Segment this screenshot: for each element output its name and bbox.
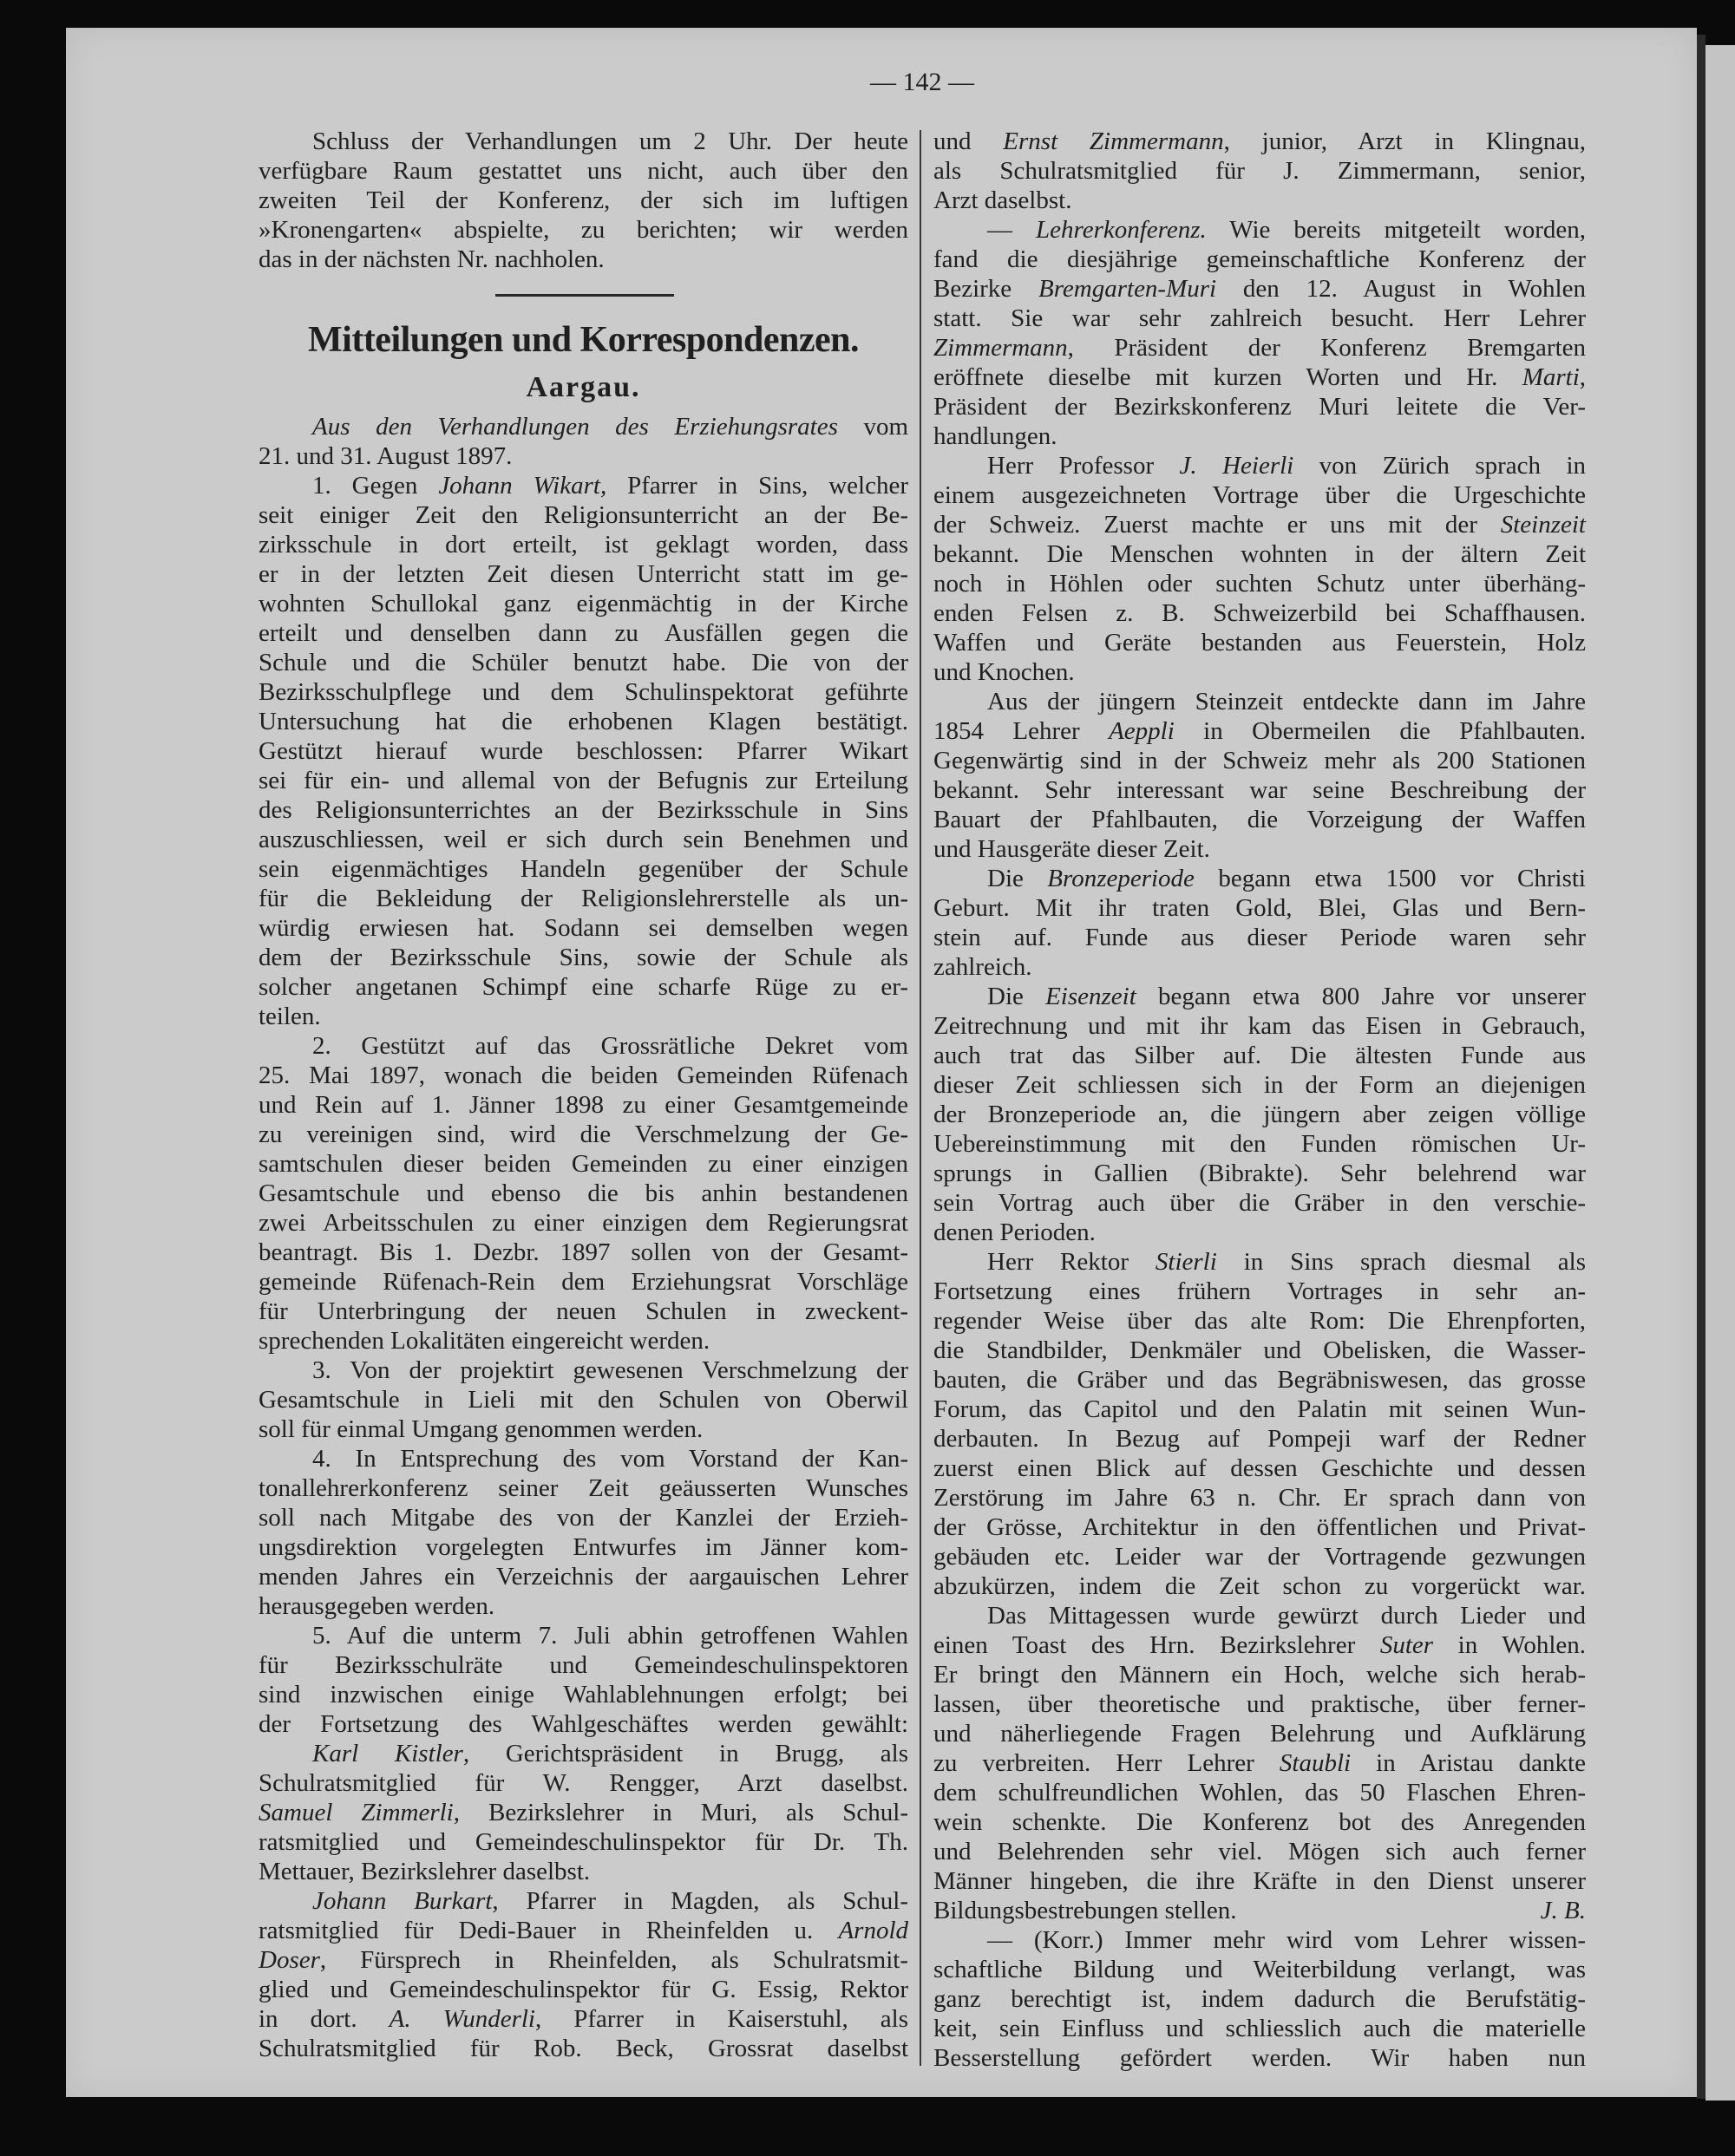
text-line: [933, 746, 1586, 775]
text-line: [933, 539, 1586, 569]
text-line: [933, 215, 1586, 245]
text-segment: bauten, die Gräber und das Begräbniswesen, das grosse: [933, 1366, 1586, 1394]
text-line: [933, 1395, 1586, 1424]
text-segment: sprungs in Gallien (Bibrakte). Sehr belehrend war: [933, 1160, 1586, 1187]
text-segment: Die: [987, 865, 1048, 892]
text-line: [259, 1356, 908, 1385]
text-line: [259, 2004, 908, 2034]
text-segment: das in der nächsten Nr. nachholen.: [259, 245, 605, 273]
text-line: [933, 1218, 1586, 1247]
text-line: [259, 1739, 908, 1768]
text-line: [933, 1896, 1586, 1925]
text-segment: Gesamtschule in Lieli mit den Schulen von Oberwil: [259, 1386, 908, 1414]
italic-name: Lehrerkonferenz.: [1035, 216, 1207, 244]
text-segment: , Präsident der Konferenz Bremgarten: [1067, 334, 1586, 362]
text-segment: regender Weise über das alte Rom: Die Ehrenpforten,: [933, 1307, 1586, 1335]
text-line: [259, 471, 908, 500]
text-segment: Schulratsmitglied für W. Rengger, Arzt daselbst.: [259, 1769, 908, 1797]
italic-name: J. Heierli: [1179, 452, 1294, 480]
text-line: [933, 1424, 1586, 1454]
text-segment: als Schulratsmitglied für J. Zimmermann, senior,: [933, 157, 1586, 185]
text-line: [259, 1975, 908, 2004]
text-line: [933, 687, 1586, 716]
text-line: [259, 2034, 908, 2063]
text-segment: Bezirke: [933, 275, 1038, 303]
text-line: [259, 412, 908, 441]
text-segment: handlungen.: [933, 422, 1057, 450]
text-segment: von Zürich sprach in: [1293, 452, 1587, 480]
italic-name: Suter: [1379, 1631, 1434, 1659]
text-line: [259, 1886, 908, 1916]
text-segment: 3. Von der projektirt gewesenen Verschmelzung der: [312, 1356, 908, 1384]
text-segment: , Bezirkslehrer in Muri, als Schul-: [453, 1799, 908, 1826]
text-line: [259, 1857, 908, 1886]
text-segment: zahlreich.: [933, 953, 1032, 981]
text-line: [259, 156, 908, 186]
text-segment: statt. Sie war sehr zahlreich besucht. Herr Lehrer: [933, 304, 1586, 332]
canton-heading: Aargau.: [526, 371, 641, 403]
right-column-body: [933, 127, 1586, 2073]
text-line: [259, 884, 908, 913]
text-segment: dem der Bezirksschule Sins, sowie der Schule als: [259, 944, 908, 971]
text-line: [933, 1188, 1586, 1218]
text-line: [259, 677, 908, 707]
italic-name: Samuel Zimmerli: [259, 1799, 454, 1826]
text-segment: eröffnete dieselbe mit kurzen Worten und Hr.: [933, 363, 1522, 391]
text-segment: einem ausgezeichneten Vortrage über die Urgeschichte: [933, 481, 1586, 509]
text-segment: herausgegeben werden.: [259, 1592, 495, 1620]
italic-name: Zimmermann: [933, 334, 1068, 362]
text-segment: zweiten Teil der Konferenz, der sich im luftigen: [259, 186, 908, 214]
text-line: [933, 923, 1586, 952]
text-segment: Bauart der Pfahlbauten, die Vorzeigung der Waffen: [933, 806, 1586, 833]
text-line: [933, 1984, 1586, 2014]
text-segment: der Schweiz. Zuerst machte er uns mit der: [933, 511, 1501, 539]
text-line: [259, 1326, 908, 1356]
text-segment: zu verbreiten. Herr Lehrer: [933, 1749, 1280, 1777]
text-segment: des Religionsunterrichtes an der Bezirksschule in Sins: [259, 796, 908, 824]
column-divider: [920, 130, 921, 2066]
text-line: [259, 530, 908, 559]
text-line: [259, 215, 908, 245]
text-segment: solcher angetanen Schimpf eine scharfe Rüge zu er-: [259, 973, 908, 1001]
text-line: [933, 805, 1586, 834]
text-line: [259, 1002, 908, 1031]
text-line: [933, 304, 1586, 333]
italic-name: Aus den Verhandlungen des Erziehungsrates: [312, 413, 838, 441]
text-line: [259, 559, 908, 589]
text-line: [259, 1179, 908, 1208]
text-line: [933, 2014, 1586, 2043]
text-line: [259, 1680, 908, 1709]
text-line: [933, 1011, 1586, 1041]
text-line: [933, 716, 1586, 746]
text-segment: einen Toast des Hrn. Bezirkslehrer: [933, 1631, 1380, 1659]
text-segment: gebäuden etc. Leider war der Vortragende gezwungen: [933, 1543, 1586, 1571]
text-line: [933, 480, 1586, 510]
text-segment: bekannt. Die Menschen wohnten in der ältern Zeit: [933, 540, 1586, 568]
text-line: [259, 825, 908, 854]
text-segment: er in der letzten Zeit diesen Unterricht statt im ge-: [259, 560, 908, 588]
text-line: [259, 707, 908, 736]
text-segment: ratsmitglied und Gemeindeschulinspektor für Dr. Th.: [259, 1828, 908, 1856]
text-segment: Mettauer, Bezirkslehrer daselbst.: [259, 1858, 591, 1885]
text-segment: für Unterbringung der neuen Schulen in zweckent-: [259, 1297, 908, 1325]
text-line: [933, 1277, 1586, 1306]
text-line: [933, 1365, 1586, 1395]
text-segment: der Grösse, Architektur in den öffentlichen und Privat-: [933, 1513, 1586, 1541]
text-line: [933, 893, 1586, 923]
page-gutter: [1697, 35, 1706, 2099]
text-segment: auszuschliessen, weil er sich durch sein Benehmen und: [259, 826, 908, 853]
text-segment: bekannt. Sehr interessant war seine Beschreibung der: [933, 776, 1586, 804]
italic-name: Marti: [1522, 363, 1580, 391]
text-line: [933, 1807, 1586, 1837]
text-segment: tonallehrerkonferenz seiner Zeit geäusserten Wunsches: [259, 1474, 908, 1502]
left-column-intro: [259, 127, 908, 274]
text-segment: in Obermeilen die Pfahlbauten.: [1174, 717, 1587, 745]
text-segment: der Fortsetzung des Wahlgeschäftes werden gewählt:: [259, 1710, 908, 1738]
text-segment: teilen.: [259, 1003, 321, 1030]
text-line: [933, 1041, 1586, 1070]
italic-name: Karl Kistler: [312, 1740, 463, 1767]
text-segment: dieser Zeit schliessen sich in der Form an diejenigen: [933, 1071, 1586, 1099]
text-line: [259, 1208, 908, 1238]
text-segment: würdig erwiesen hat. Sodann sei demselben wegen: [259, 914, 908, 942]
text-segment: Präsident der Bezirkskonferenz Muri leitete die Ver-: [933, 393, 1586, 421]
section-rule: [495, 294, 674, 297]
text-line: [933, 1483, 1586, 1512]
text-line: [933, 245, 1586, 274]
text-segment: 4. In Entsprechung des vom Vorstand der Kan-: [312, 1445, 908, 1473]
text-line: [933, 1454, 1586, 1483]
italic-name: Johann Wikart,: [438, 472, 607, 500]
italic-name: Arnold: [838, 1917, 908, 1944]
text-segment: Schluss der Verhandlungen um 2 Uhr. Der heute: [312, 127, 908, 155]
text-segment: vom: [837, 413, 909, 441]
text-line: [259, 1591, 908, 1621]
text-line: [259, 736, 908, 766]
text-line: [933, 1336, 1586, 1365]
text-line: [259, 854, 908, 884]
text-segment: gemeinde Rüfenach-Rein dem Erziehungsrat Vorschläge: [259, 1268, 908, 1296]
text-segment: und Rein auf 1. Jänner 1898 zu einer Gesamtgemeinde: [259, 1091, 908, 1119]
text-segment: sind inzwischen einige Wahlablehnungen erfolgt; bei: [259, 1681, 908, 1708]
italic-name: Bronzeperiode: [1047, 865, 1195, 892]
text-segment: Bezirksschulpflege und dem Schulinspektorat geführte: [259, 678, 908, 706]
text-line: [933, 363, 1586, 392]
text-line: [259, 1503, 908, 1532]
text-segment: und näherliegende Fragen Belehrung und Aufklärung: [933, 1720, 1586, 1748]
text-segment: , Pfarrer in Magden, als Schul-: [492, 1887, 908, 1915]
text-segment: denen Perioden.: [933, 1218, 1096, 1246]
text-segment: beantragt. Bis 1. Dezbr. 1897 sollen von der Gesamt-: [259, 1238, 908, 1266]
text-segment: sei für ein- und allemal von der Befugnis zur Erteilung: [259, 767, 908, 794]
text-line: [933, 982, 1586, 1011]
text-segment: in Aristau dankte: [1351, 1749, 1586, 1777]
text-segment: Männer hingeben, die ihre Kräfte in den Dienst unserer: [933, 1867, 1586, 1895]
text-line: [259, 1414, 908, 1444]
text-line: [259, 1768, 908, 1798]
text-segment: lassen, über theoretische und praktische, über ferner-: [933, 1690, 1586, 1718]
text-segment: , Pfarrer in Kaiserstuhl, als: [534, 2005, 909, 2033]
adjacent-page-edge: [1706, 45, 1735, 2100]
text-segment: ratsmitglied für Dedi-Bauer in Rheinfelden u.: [259, 1917, 839, 1944]
text-segment: enden Felsen z. B. Schweizerbild bei Schaffhausen.: [933, 599, 1586, 627]
italic-name: Stierli: [1155, 1248, 1217, 1276]
text-segment: zwei Arbeitsschulen zu einer einzigen dem Regierungsrat: [259, 1209, 908, 1237]
text-segment: wohnten Schullokal ganz eigenmächtig in der Kirche: [259, 590, 908, 617]
text-line: [933, 127, 1586, 156]
text-segment: »Kronengarten« abspielte, zu berichten; wir werden: [259, 216, 908, 244]
text-segment: und: [933, 127, 1004, 155]
text-segment: auch trat das Silber auf. Die ältesten Funde aus: [933, 1042, 1586, 1069]
text-segment: und Belehrenden sehr viel. Mögen sich auch ferner: [933, 1838, 1586, 1865]
section-heading: Mitteilungen und Korrespondenzen.: [308, 320, 859, 360]
text-line: [933, 1748, 1586, 1778]
italic-name: Aeppli: [1109, 717, 1175, 745]
text-segment: keit, sein Einfluss und schliesslich auch die materielle: [933, 2015, 1586, 2042]
text-line: [933, 333, 1586, 363]
text-segment: — (Korr.) Immer mehr wird vom Lehrer wissen-: [987, 1926, 1586, 1954]
text-segment: soll für einmal Umgang genommen werden.: [259, 1415, 704, 1443]
text-line: [259, 1532, 908, 1562]
text-line: [259, 1444, 908, 1473]
text-line: [933, 392, 1586, 421]
text-line: [933, 1837, 1586, 1866]
text-segment: 2. Gestützt auf das Grossrätliche Dekret vom: [312, 1032, 908, 1060]
text-line: [259, 1267, 908, 1297]
text-line: [933, 1660, 1586, 1689]
text-line: [259, 589, 908, 618]
text-line: [259, 1945, 908, 1975]
text-line: [933, 952, 1586, 982]
italic-name: Staubli: [1279, 1749, 1352, 1777]
text-line: [259, 1238, 908, 1267]
text-segment: Schule und die Schüler benutzt habe. Die von der: [259, 649, 908, 676]
text-segment: Er bringt den Männern ein Hoch, welche sich herab-: [933, 1661, 1586, 1689]
text-segment: Uebereinstimmung mit den Funden römischen Ur-: [933, 1130, 1586, 1158]
text-segment: dem schulfreundlichen Wohlen, das 50 Flaschen Ehren-: [933, 1779, 1586, 1806]
text-segment: derbauten. In Bezug auf Pompeji warf der Redner: [933, 1425, 1586, 1453]
text-segment: ganz berechtigt ist, indem dadurch die Berufstätig-: [933, 1985, 1586, 2013]
text-line: [259, 1916, 908, 1945]
text-segment: Aus der jüngern Steinzeit entdeckte dann im Jahre: [987, 688, 1586, 715]
text-line: [259, 913, 908, 943]
text-segment: für die Bekleidung der Religionslehrerstelle als un-: [259, 885, 908, 912]
text-line: [259, 1621, 908, 1650]
page-number: — 142 —: [870, 68, 974, 96]
text-segment: Die: [987, 983, 1046, 1010]
text-segment: sein eigenmächtiges Handeln gegenüber der Schule: [259, 855, 908, 883]
text-line: [933, 1778, 1586, 1807]
italic-name: Johann Burkart: [312, 1887, 493, 1915]
text-segment: Das Mittagessen wurde gewürzt durch Lieder und: [987, 1602, 1586, 1630]
text-segment: 21. und 31. August 1897.: [259, 442, 513, 470]
text-line: [933, 864, 1586, 893]
text-segment: Waffen und Geräte bestanden aus Feuerstein, Holz: [933, 629, 1586, 657]
text-segment: Schulratsmitglied für Rob. Beck, Grossrat daselbst: [259, 2035, 908, 2062]
text-line: [933, 1571, 1586, 1601]
text-line: [933, 657, 1586, 687]
text-line: [933, 274, 1586, 304]
text-segment: noch in Höhlen oder suchten Schutz unter überhäng-: [933, 570, 1586, 598]
text-line: [933, 598, 1586, 628]
text-line: [933, 1070, 1586, 1100]
text-line: [259, 1473, 908, 1503]
text-segment: seit einiger Zeit den Religionsunterricht an der Be-: [259, 501, 908, 529]
italic-name: Steinzeit: [1500, 511, 1586, 539]
text-segment: sprechenden Lokalitäten eingereicht werden.: [259, 1327, 710, 1355]
text-segment: in dort.: [259, 2005, 390, 2033]
text-line: [259, 1061, 908, 1090]
text-segment: stein auf. Funde aus dieser Periode waren sehr: [933, 924, 1586, 951]
italic-name: Ernst Zimmermann: [1003, 127, 1224, 155]
text-line: [259, 1120, 908, 1149]
text-line: [933, 569, 1586, 598]
text-segment: Fortsetzung eines frühern Vortrages in sehr an-: [933, 1277, 1586, 1305]
text-line: [259, 943, 908, 972]
text-segment: Geburt. Mit ihr traten Gold, Blei, Glas und Bern-: [933, 894, 1586, 922]
text-segment: ungsdirektion vorgelegten Entwurfes im Jänner kom-: [259, 1533, 908, 1561]
text-line: [933, 1129, 1586, 1159]
text-line: [933, 1159, 1586, 1188]
text-segment: in Sins sprach diesmal als: [1216, 1248, 1586, 1276]
text-line: [259, 500, 908, 530]
text-segment: den 12. August in Wohlen: [1216, 275, 1586, 303]
italic-name: Eisenzeit: [1045, 983, 1136, 1010]
text-line: [933, 1100, 1586, 1129]
text-segment: ,: [1579, 363, 1586, 391]
text-segment: Gesamtschule und ebenso die bis anhin bestandenen: [259, 1179, 908, 1207]
text-line: [933, 1306, 1586, 1336]
text-segment: Gegenwärtig sind in der Schweiz mehr als 200 Stationen: [933, 747, 1586, 774]
text-line: [259, 1709, 908, 1739]
text-line: [259, 1149, 908, 1179]
text-segment: sein Vortrag auch über die Gräber in den verschie-: [933, 1189, 1586, 1217]
text-segment: Untersuchung hat die erhobenen Klagen bestätigt.: [259, 708, 908, 735]
italic-name: Bremgarten-Muri: [1038, 275, 1217, 303]
text-segment: begann etwa 1500 vor Christi: [1194, 865, 1586, 892]
text-segment: die Standbilder, Denkmäler und Obelisken, die Wasser-: [933, 1336, 1586, 1364]
text-line: [933, 1247, 1586, 1277]
text-line: [933, 421, 1586, 451]
text-line: [933, 451, 1586, 480]
text-segment: Zerstörung im Jahre 63 n. Chr. Er sprach dann von: [933, 1484, 1586, 1512]
text-segment: Pfarrer in Sins, welcher: [606, 472, 908, 500]
text-segment: , Fürsprech in Rheinfelden, als Schulratsmit-: [319, 1946, 908, 1974]
text-line: [933, 1719, 1586, 1748]
text-line: [933, 1955, 1586, 1984]
left-column-body: [259, 412, 908, 2063]
text-segment: samtschulen dieser beiden Gemeinden zu einer einzigen: [259, 1150, 908, 1178]
text-segment: erteilt und denselben dann zu Ausfällen gegen die: [259, 619, 908, 647]
text-segment: Besserstellung gefördert werden. Wir haben nun: [933, 2044, 1586, 2072]
text-line: [259, 1827, 908, 1857]
text-line: [933, 2043, 1586, 2073]
text-line: [933, 510, 1586, 539]
text-line: [259, 1562, 908, 1591]
text-segment: glied und Gemeindeschulinspektor für G. Essig, Rektor: [259, 1976, 908, 2003]
text-segment: wein schenkte. Die Konferenz bot des Anregenden: [933, 1808, 1586, 1836]
text-segment: Gestützt hierauf wurde beschlossen: Pfarrer Wikart: [259, 737, 908, 765]
text-line: [933, 1512, 1586, 1542]
text-segment: zu vereinigen sind, wird die Verschmelzung der Ge-: [259, 1120, 908, 1148]
text-line: [259, 972, 908, 1002]
text-segment: Herr Rektor: [987, 1248, 1156, 1276]
text-segment: verfügbare Raum gestattet uns nicht, auch über den: [259, 157, 908, 185]
text-line: [933, 186, 1586, 215]
text-segment: fand die diesjährige gemeinschaftliche Konferenz der: [933, 245, 1586, 273]
text-line: [933, 1925, 1586, 1955]
text-segment: soll nach Mitgabe des von der Kanzlei der Erzieh-: [259, 1504, 908, 1532]
text-line: [933, 156, 1586, 186]
text-line: [259, 1297, 908, 1326]
text-line: [259, 648, 908, 677]
text-line: [933, 834, 1586, 864]
text-line: [933, 1601, 1586, 1630]
text-line: [259, 618, 908, 648]
text-segment: Forum, das Capitol und den Palatin mit seinen Wun-: [933, 1395, 1586, 1423]
text-line: [259, 127, 908, 156]
text-line: [259, 795, 908, 825]
text-segment: —: [987, 216, 1036, 244]
text-segment: , Gerichtspräsident in Brugg, als: [462, 1740, 908, 1767]
author-signature: J. B.: [1540, 1897, 1586, 1924]
text-line: [933, 628, 1586, 657]
text-segment: Herr Professor: [987, 452, 1180, 480]
text-segment: 5. Auf die unterm 7. Juli abhin getroffenen Wahlen: [312, 1622, 908, 1650]
text-segment: schaftliche Bildung und Weiterbildung verlangt, was: [933, 1956, 1586, 1983]
text-segment: Zeitrechnung und mit ihr kam das Eisen in Gebrauch,: [933, 1012, 1586, 1040]
text-line: [259, 1798, 908, 1827]
text-segment: in Wohlen.: [1433, 1631, 1587, 1659]
text-segment: Wie bereits mitgeteilt worden,: [1206, 216, 1586, 244]
text-line: [933, 775, 1586, 805]
text-segment: zuerst einen Blick auf dessen Geschichte und dessen: [933, 1454, 1586, 1482]
text-segment: abzukürzen, indem die Zeit schon zu vorgerückt war.: [933, 1572, 1586, 1600]
text-line: [933, 1630, 1586, 1660]
text-line: [259, 441, 908, 471]
text-segment: zirksschule in dort erteilt, ist geklagt worden, dass: [259, 531, 908, 559]
text-segment: der Bronzeperiode an, die jüngern aber zeigen völlige: [933, 1101, 1586, 1128]
text-line: [933, 1542, 1586, 1571]
text-line: [259, 1031, 908, 1061]
italic-name: A. Wunderli: [389, 2005, 535, 2033]
text-segment: Bildungsbestrebungen stellen.: [933, 1897, 1237, 1924]
text-segment: und Knochen.: [933, 658, 1075, 686]
text-segment: begann etwa 800 Jahre vor unserer: [1136, 983, 1586, 1010]
text-line: [259, 1650, 908, 1680]
text-line: [933, 1866, 1586, 1896]
text-line: [259, 1385, 908, 1414]
text-segment: 25. Mai 1897, wonach die beiden Gemeinden Rüfenach: [259, 1062, 908, 1089]
text-segment: für Bezirksschulräte und Gemeindeschulinspektoren: [259, 1651, 908, 1679]
text-segment: und Hausgeräte dieser Zeit.: [933, 835, 1210, 863]
text-segment: , junior, Arzt in Klingnau,: [1223, 127, 1587, 155]
text-line: [259, 766, 908, 795]
text-segment: 1854 Lehrer: [933, 717, 1110, 745]
text-line: [259, 1090, 908, 1120]
text-segment: Arzt daselbst.: [933, 186, 1072, 214]
text-segment: 1. Gegen: [312, 472, 439, 500]
italic-name: Doser: [259, 1946, 320, 1974]
text-segment: menden Jahres ein Verzeichnis der aargauischen Lehrer: [259, 1563, 908, 1591]
text-line: [933, 1689, 1586, 1719]
text-line: [259, 186, 908, 215]
text-line: [259, 245, 908, 274]
